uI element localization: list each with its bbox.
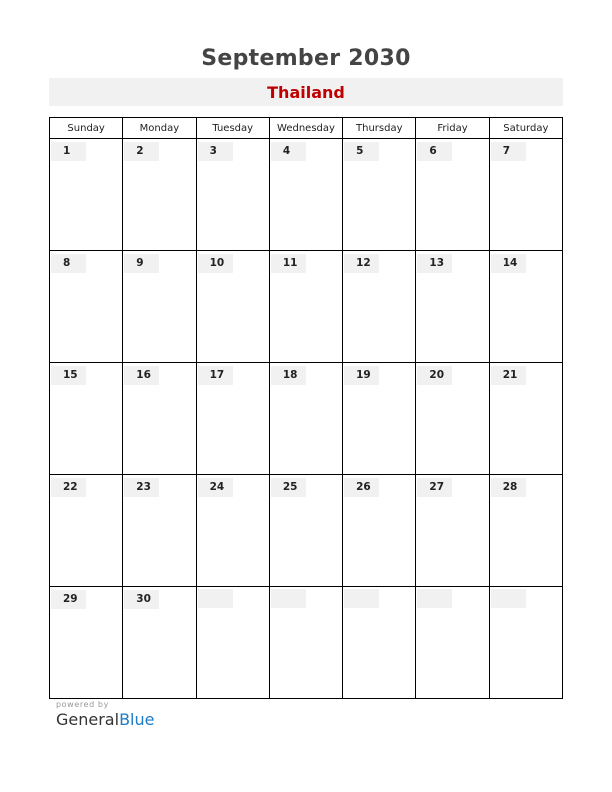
day-cell[interactable] <box>343 363 416 475</box>
day-cell-empty <box>269 587 342 699</box>
weekday-tuesday: Tuesday <box>196 118 269 139</box>
day-number: 14 <box>491 254 526 273</box>
day-cell[interactable] <box>123 251 196 363</box>
day-number: 9 <box>124 254 159 273</box>
day-number: 1 <box>51 142 86 161</box>
day-number: 20 <box>417 366 452 385</box>
day-number: 23 <box>124 478 159 497</box>
day-number: 10 <box>198 254 233 273</box>
day-cell[interactable] <box>416 475 489 587</box>
day-cell[interactable] <box>343 139 416 251</box>
day-number-empty <box>491 589 526 608</box>
day-number: 22 <box>51 478 86 497</box>
day-cell[interactable] <box>269 251 342 363</box>
day-cell-empty <box>196 587 269 699</box>
day-number: 11 <box>271 254 306 273</box>
country-name: Thailand <box>267 83 345 102</box>
week-row <box>50 363 563 475</box>
weekday-saturday: Saturday <box>489 118 562 139</box>
day-cell[interactable] <box>489 139 562 251</box>
day-number: 5 <box>344 142 379 161</box>
day-cell[interactable] <box>489 475 562 587</box>
day-number: 19 <box>344 366 379 385</box>
day-number: 13 <box>417 254 452 273</box>
day-number: 30 <box>124 590 159 609</box>
day-cell-empty <box>489 587 562 699</box>
day-number-empty <box>344 589 379 608</box>
day-number: 27 <box>417 478 452 497</box>
generalblue-logo[interactable] <box>56 710 154 729</box>
day-number: 26 <box>344 478 379 497</box>
day-cell[interactable] <box>196 251 269 363</box>
weekday-header-row <box>50 118 563 139</box>
day-cell[interactable] <box>50 475 123 587</box>
day-number: 4 <box>271 142 306 161</box>
calendar-grid <box>49 117 563 699</box>
day-cell[interactable] <box>50 587 123 699</box>
day-number: 16 <box>124 366 159 385</box>
day-cell[interactable] <box>123 363 196 475</box>
day-number: 3 <box>198 142 233 161</box>
day-number: 24 <box>198 478 233 497</box>
weekday-wednesday: Wednesday <box>269 118 342 139</box>
day-cell[interactable] <box>343 251 416 363</box>
day-number: 6 <box>417 142 452 161</box>
day-number: 7 <box>491 142 526 161</box>
day-number-empty <box>417 589 452 608</box>
day-cell[interactable] <box>196 139 269 251</box>
day-cell[interactable] <box>123 587 196 699</box>
calendar-title: September 2030 <box>201 46 411 71</box>
day-number-empty <box>271 589 306 608</box>
day-number: 12 <box>344 254 379 273</box>
day-cell[interactable] <box>196 363 269 475</box>
country-banner <box>49 78 563 106</box>
footer <box>56 700 154 729</box>
day-number: 15 <box>51 366 86 385</box>
weekday-friday: Friday <box>416 118 489 139</box>
brand-blue: Blue <box>119 710 155 729</box>
day-cell[interactable] <box>269 363 342 475</box>
day-number: 17 <box>198 366 233 385</box>
weekday-monday: Monday <box>123 118 196 139</box>
day-cell[interactable] <box>269 139 342 251</box>
day-cell-empty <box>416 587 489 699</box>
week-row <box>50 251 563 363</box>
brand-general: General <box>56 710 120 729</box>
day-cell[interactable] <box>50 139 123 251</box>
day-cell[interactable] <box>489 251 562 363</box>
day-cell[interactable] <box>269 475 342 587</box>
day-cell[interactable] <box>416 363 489 475</box>
weekday-sunday: Sunday <box>50 118 123 139</box>
day-number-empty <box>198 589 233 608</box>
day-number: 2 <box>124 142 159 161</box>
day-number: 29 <box>51 590 86 609</box>
day-cell[interactable] <box>416 139 489 251</box>
day-cell[interactable] <box>123 139 196 251</box>
day-cell-empty <box>343 587 416 699</box>
weekday-thursday: Thursday <box>343 118 416 139</box>
week-row <box>50 475 563 587</box>
day-number: 28 <box>491 478 526 497</box>
day-number: 25 <box>271 478 306 497</box>
day-cell[interactable] <box>416 251 489 363</box>
day-cell[interactable] <box>196 475 269 587</box>
day-number: 21 <box>491 366 526 385</box>
day-number: 8 <box>51 254 86 273</box>
day-cell[interactable] <box>50 251 123 363</box>
week-row <box>50 139 563 251</box>
week-row <box>50 587 563 699</box>
powered-by-text: powered by <box>56 700 109 709</box>
day-cell[interactable] <box>123 475 196 587</box>
day-cell[interactable] <box>489 363 562 475</box>
day-number: 18 <box>271 366 306 385</box>
day-cell[interactable] <box>50 363 123 475</box>
day-cell[interactable] <box>343 475 416 587</box>
